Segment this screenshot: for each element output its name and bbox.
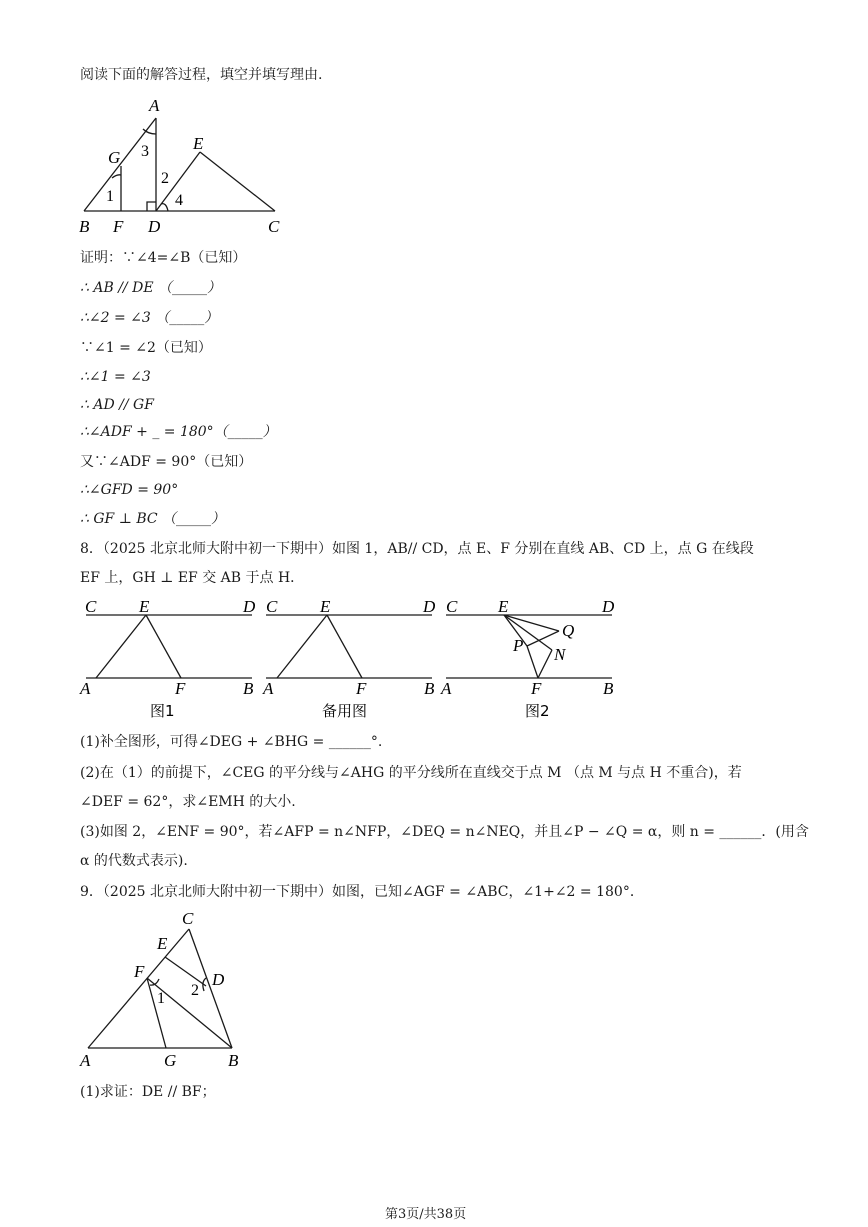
fig1-label-E: E xyxy=(139,597,150,616)
fig2-label-N: N xyxy=(554,645,566,664)
proof-line-10: ∴ GF ⊥ BC （_____） xyxy=(80,511,226,527)
q8-sub2-line1: (2)在（1）的前提下，∠CEG 的平分线与∠AHG 的平分线所在直线交于点 M （点 M 与点 H 不重合)，若 xyxy=(80,765,742,781)
proof-line-3: ∴∠2 = ∠3 （_____） xyxy=(80,310,219,326)
label-B: B xyxy=(79,217,90,236)
angle-3-label: 3 xyxy=(141,143,149,160)
angle-1-label: 1 xyxy=(106,188,114,205)
proof-line-1: 证明：∵∠4=∠B（已知） xyxy=(80,250,247,266)
q9-label-B: B xyxy=(228,1051,239,1070)
q8-sub3-line1: (3)如图 2，∠ENF = 90°，若∠AFP = n∠NFP，∠DEQ = n∠NEQ，并且∠P − ∠Q = α，则 n = ______．(用含 xyxy=(80,824,809,840)
spare-label-D: D xyxy=(423,597,436,616)
proof-line-9: ∴∠GFD = 90° xyxy=(80,482,179,498)
q9-label-G: G xyxy=(164,1051,177,1070)
fig1-label-B: B xyxy=(243,679,254,698)
intro-text: 阅读下面的解答过程，填空并填写理由. xyxy=(80,67,323,83)
q8-sub3-line2: α 的代数式表示). xyxy=(80,853,188,869)
fig2-label-F: F xyxy=(531,679,542,698)
q9-angle-2: 2 xyxy=(191,982,199,999)
fig2-label-C: C xyxy=(446,597,458,616)
proof-line-2: ∴ AB // DE （_____） xyxy=(80,280,221,296)
q9-angle-1: 1 xyxy=(157,990,165,1007)
q9-label-C: C xyxy=(182,909,194,928)
q8-statement-line1: 8．（2025 北京北师大附中初一下期中）如图 1，AB// CD，点 E、F 分别在直线 AB、CD 上，点 G 在线段 xyxy=(80,541,754,557)
fig2-label-E: E xyxy=(498,597,509,616)
proof-line-5: ∴∠1 = ∠3 xyxy=(80,369,151,385)
angle-2-label: 2 xyxy=(161,170,169,187)
q9-sub1: (1)求证：DE // BF； xyxy=(80,1084,216,1100)
fig2-label-A: A xyxy=(441,679,452,698)
q9-label-F: F xyxy=(134,962,145,981)
angle-4-label: 4 xyxy=(175,192,183,209)
label-C: C xyxy=(268,217,280,236)
proof-line-7: ∴∠ADF + _ = 180°（_____） xyxy=(80,424,277,440)
fig2-label-Q: Q xyxy=(562,621,575,640)
q9-label-E: E xyxy=(157,934,168,953)
spare-label-A: A xyxy=(263,679,274,698)
q8-statement-line2: EF 上，GH ⊥ EF 交 AB 于点 H． xyxy=(80,570,305,586)
label-E: E xyxy=(193,134,204,153)
proof-line-4: ∵∠1 = ∠2（已知） xyxy=(80,340,212,356)
fig1-label-A: A xyxy=(80,679,91,698)
spare-label-C: C xyxy=(266,597,278,616)
q9-statement: 9．（2025 北京北师大附中初一下期中）如图，已知∠AGF = ∠ABC，∠1+∠2 = 180°． xyxy=(80,884,644,900)
label-F: F xyxy=(113,217,124,236)
q9-label-A: A xyxy=(80,1051,91,1070)
label-D: D xyxy=(148,217,161,236)
caption-fig1: 图1 xyxy=(150,702,175,720)
caption-fig2: 图2 xyxy=(525,702,550,720)
fig2-label-B: B xyxy=(603,679,614,698)
fig1-label-F: F xyxy=(175,679,186,698)
q8-sub2-line2: ∠DEF = 62°，求∠EMH 的大小. xyxy=(80,794,296,810)
label-A: A xyxy=(149,96,160,115)
spare-label-F: F xyxy=(356,679,367,698)
fig1-label-D: D xyxy=(243,597,256,616)
q8-sub1: (1)补全图形，可得∠DEG + ∠BHG = ______°. xyxy=(80,734,383,750)
caption-spare: 备用图 xyxy=(322,702,368,720)
proof-line-8: 又∵∠ADF = 90°（已知） xyxy=(80,454,253,470)
fig2-label-D: D xyxy=(602,597,615,616)
spare-label-E: E xyxy=(320,597,331,616)
spare-label-B: B xyxy=(424,679,435,698)
proof-line-6: ∴ AD // GF xyxy=(80,397,154,413)
fig2-label-P: P xyxy=(513,636,524,655)
fig1-label-C: C xyxy=(85,597,97,616)
label-G: G xyxy=(108,148,121,167)
page-footer: 第3页/共38页 xyxy=(385,1207,467,1222)
q9-label-D: D xyxy=(212,970,225,989)
